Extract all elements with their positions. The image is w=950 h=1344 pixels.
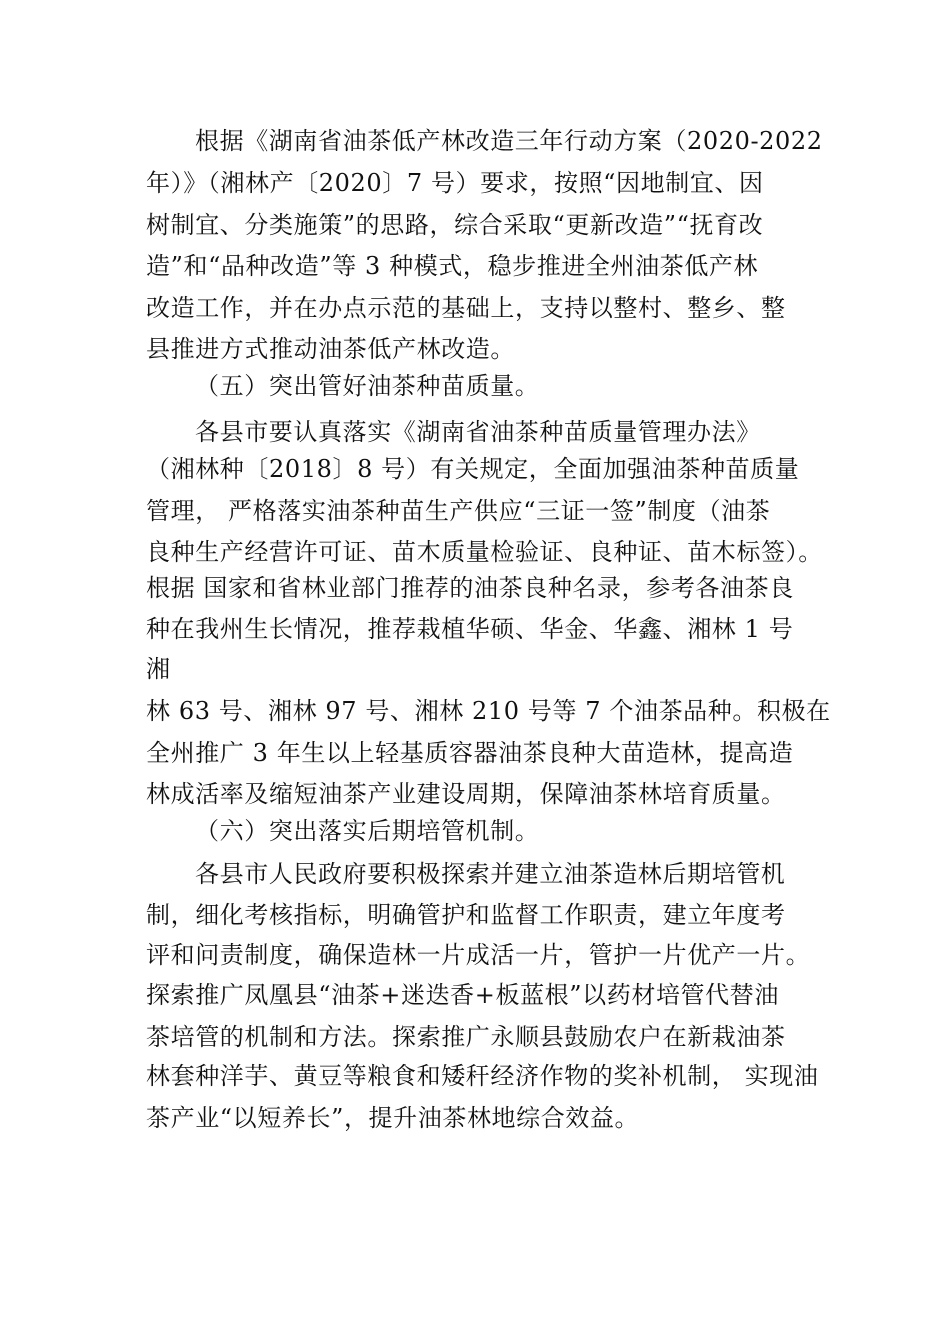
paragraph-2-line-4: 良种生产经营许可证、苗木质量检验证、良种证、苗木标签）。 [146, 538, 823, 566]
paragraph-2-line-10: 林成活率及缩短油茶产业建设周期，保障油茶林培育质量。 [146, 780, 786, 808]
paragraph-3-line-2: 制，细化考核指标，明确管护和监督工作职责，建立年度考 [146, 901, 786, 929]
paragraph-2-line-3: 管理， 严格落实油茶种苗生产供应“三证一签”制度（油茶 [146, 497, 771, 525]
paragraph-3-line-7: 茶产业“以短养长”，提升油茶林地综合效益。 [146, 1104, 640, 1132]
paragraph-2-line-1: 各县市要认真落实《湖南省油茶种苗质量管理办法》 [195, 418, 761, 446]
paragraph-2-line-9: 全州推广 3 年生以上轻基质容器油茶良种大苗造林，提高造 [146, 739, 794, 767]
paragraph-3-line-5: 茶培管的机制和方法。探索推广永顺县鼓励农户在新栽油茶 [146, 1023, 786, 1051]
section-heading-6: （六）突出落实后期培管机制。 [195, 817, 540, 845]
paragraph-3-line-3: 评和问责制度，确保造林一片成活一片，管护一片优产一片。 [146, 941, 811, 969]
paragraph-2-line-2: （湘林种〔2018〕8 号）有关规定，全面加强油茶种苗质量 [146, 455, 800, 483]
paragraph-1-line-3: 树制宜、分类施策”的思路，综合采取“更新改造”“抚育改 [146, 211, 764, 239]
section-heading-5: （五）突出管好油茶种苗质量。 [195, 372, 540, 400]
paragraph-2-line-5: 根据 国家和省林业部门推荐的油茶良种名录，参考各油茶良 [146, 574, 794, 602]
paragraph-2-line-7: 湘 [146, 655, 171, 683]
paragraph-3-line-1: 各县市人民政府要积极探索并建立油茶造林后期培管机 [195, 860, 786, 888]
paragraph-3-line-4: 探索推广凤凰县“油茶+迷迭香+板蓝根”以药材培管代替油 [146, 981, 779, 1009]
paragraph-2-line-6: 种在我州生长情况，推荐栽植华硕、华金、华鑫、湘林 1 号 [146, 615, 794, 643]
paragraph-1-line-1: 根据《湖南省油茶低产林改造三年行动方案（2020-2022 [195, 127, 823, 155]
paragraph-3-line-6: 林套种洋芋、黄豆等粮食和矮秆经济作物的奖补机制， 实现油 [146, 1062, 819, 1090]
paragraph-1-line-4: 造”和“品种改造”等 3 种模式，稳步推进全州油茶低产林 [146, 252, 759, 280]
paragraph-1-line-6: 县推进方式推动油茶低产林改造。 [146, 335, 515, 363]
paragraph-1-line-2: 年）》（湘林产〔2020〕7 号）要求，按照“因地制宜、因 [146, 169, 764, 197]
paragraph-2-line-8: 林 63 号、湘林 97 号、湘林 210 号等 7 个油茶品种。积极在 [146, 697, 831, 725]
paragraph-1-line-5: 改造工作，并在办点示范的基础上，支持以整村、整乡、整 [146, 294, 786, 322]
